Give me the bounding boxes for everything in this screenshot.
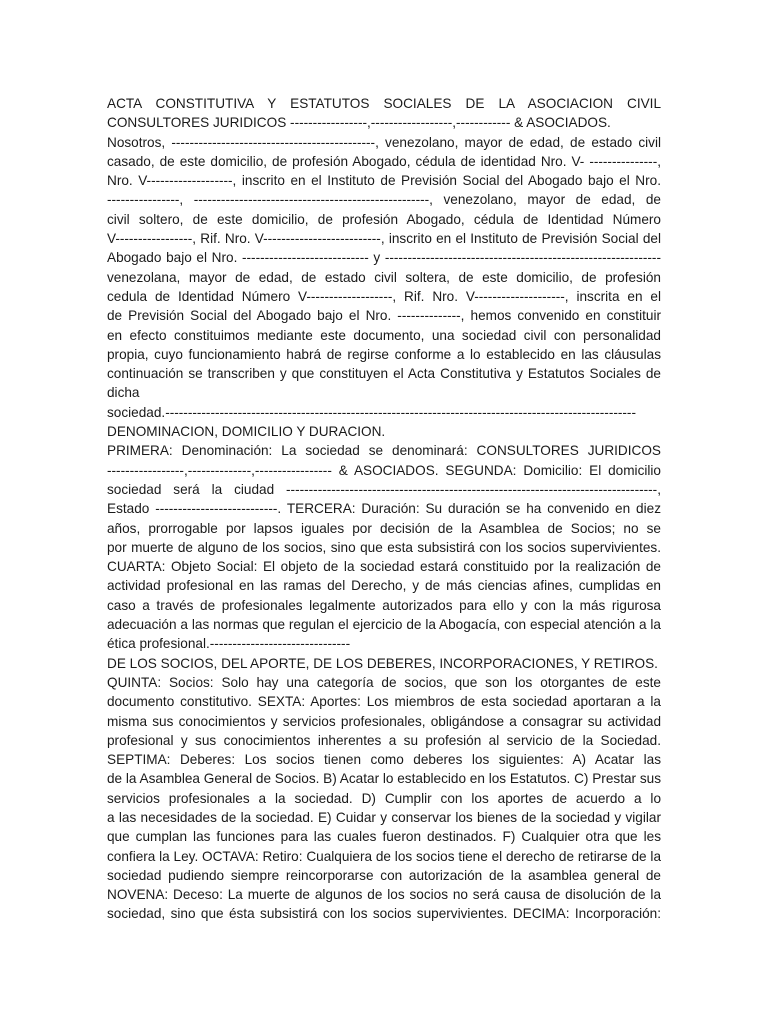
- text-line: confiera la Ley. OCTAVA: Retiro: Cualquiera de los socios tiene el derecho de retirarse de la: [107, 848, 661, 864]
- text-line: sociedad pudiendo siempre reincorporarse con autorización de la asamblea general de: [107, 867, 661, 883]
- text-line: -----------------,--------------,----------------- & ASOCIADOS. SEGUNDA: Domicilio: El domicilio: [107, 462, 661, 478]
- text-line: años, prorrogable por lapsos iguales por decisión de la Asamblea de Socios; no se: [107, 520, 661, 536]
- text-line: actividad profesional en las ramas del Derecho, y de más ciencias afines, cumplidas en: [107, 578, 661, 594]
- text-line: sociedad.--------------------------------------------------------------------------------------------------------: [107, 404, 636, 420]
- text-line: cedula de Identidad Número V-------------------, Rif. Nro. V--------------------, inscrita en el: [107, 288, 661, 304]
- text-line: Nosotros, ---------------------------------------------, venezolano, mayor de edad, de estado civil: [107, 134, 661, 150]
- text-line: V-----------------, Rif. Nro. V--------------------------, inscrito en el Instituto de Previsión Social del: [107, 231, 661, 247]
- text-line: Estado ---------------------------. TERCERA: Duración: Su duración se ha convenido en diez: [107, 501, 661, 517]
- text-line: civil soltero, de este domicilio, de profesión Abogado, cédula de Identidad Número: [107, 211, 661, 227]
- text-line: profesional y sus conocimientos inherentes a su profesión al servicio de la Sociedad.: [107, 732, 661, 748]
- text-line: ----------------, ----------------------------------------------------, venezolano, mayor de edad, de: [107, 192, 661, 208]
- text-line: Nro. V-------------------, inscrito en el Instituto de Previsión Social del Abogado bajo el Nro.: [107, 173, 661, 189]
- text-line: ética profesional.-------------------------------: [107, 636, 351, 652]
- text-line: DENOMINACION, DOMICILIO Y DURACION.: [107, 424, 386, 440]
- text-line: sociedad será la ciudad ----------------------------------------------------------------------------------,: [107, 481, 661, 497]
- text-line: de Previsión Social del Abogado bajo el Nro. --------------, hemos convenido en constituir: [107, 308, 661, 324]
- text-line: DE LOS SOCIOS, DEL APORTE, DE LOS DEBERES, INCORPORACIONES, Y RETIROS.: [107, 655, 658, 671]
- text-line: en efecto constituimos mediante este documento, una sociedad civil con personalidad: [107, 327, 661, 343]
- text-line: que cumplan las funciones para las cuales fueron destinados. F) Cualquier otra que les: [107, 829, 661, 845]
- text-line: ACTA CONSTITUTIVA Y ESTATUTOS SOCIALES DE LA ASOCIACION CIVIL: [107, 96, 661, 111]
- text-line: CONSULTORES JURIDICOS -----------------,------------------,------------ & ASOCIADOS.: [107, 115, 611, 131]
- text-line: venezolana, mayor de edad, de estado civil soltera, de este domicilio, de profesión: [107, 269, 661, 285]
- text-line: CUARTA: Objeto Social: El objeto de la sociedad estará constituido por la realización de: [107, 559, 661, 575]
- text-line: PRIMERA: Denominación: La sociedad se denominará: CONSULTORES JURIDICOS: [107, 443, 661, 459]
- text-line: sociedad, sino que ésta subsistirá con los socios supervivientes. DECIMA: Incorporación:: [107, 906, 661, 922]
- text-line: de la Asamblea General de Socios. B) Acatar lo establecido en los Estatutos. C) Prestar sus: [107, 771, 661, 787]
- text-line: NOVENA: Deceso: La muerte de algunos de los socios no será causa de disolución de la: [107, 887, 661, 903]
- text-line: caso a través de profesionales legalmente autorizados para ello y con la más rigurosa: [107, 597, 661, 613]
- text-line: continuación se transcriben y que constituyen el Acta Constitutiva y Estatutos Sociales de: [107, 366, 661, 382]
- text-line: adecuación a las normas que regulan el ejercicio de la Abogacía, con especial atención a la: [107, 617, 661, 633]
- text-line: dicha: [107, 385, 140, 401]
- text-line: casado, de este domicilio, de profesión Abogado, cédula de identidad Nro. V- ---------------,: [107, 153, 661, 169]
- text-line: misma sus conocimientos y servicios profesionales, obligándose a consagrar su actividad: [107, 713, 661, 729]
- text-line: propia, cuyo funcionamiento habrá de regirse conforme a lo establecido en las cláusulas: [107, 346, 661, 362]
- text-line: servicios profesionales a la sociedad. D) Cumplir con los aportes de acuerdo a lo: [107, 790, 661, 806]
- text-line: documento constitutivo. SEXTA: Aportes: Los miembros de esta sociedad aportaran a la: [107, 694, 661, 710]
- text-line: Abogado bajo el Nro. ---------------------------- y -------------------------------------------------------------: [107, 250, 661, 266]
- text-line: por muerte de alguno de los socios, sino que esta subsistirá con los socios supervivientes.: [107, 539, 661, 555]
- document-body: [107, 94, 661, 924]
- text-line: a las necesidades de la sociedad. E) Cuidar y conservar los bienes de la sociedad y vigilar: [107, 809, 661, 825]
- text-line: QUINTA: Socios: Solo hay una categoría de socios, que son los otorgantes de este: [107, 674, 661, 690]
- text-line: SEPTIMA: Deberes: Los socios tienen como deberes los siguientes: A) Acatar las: [107, 752, 661, 768]
